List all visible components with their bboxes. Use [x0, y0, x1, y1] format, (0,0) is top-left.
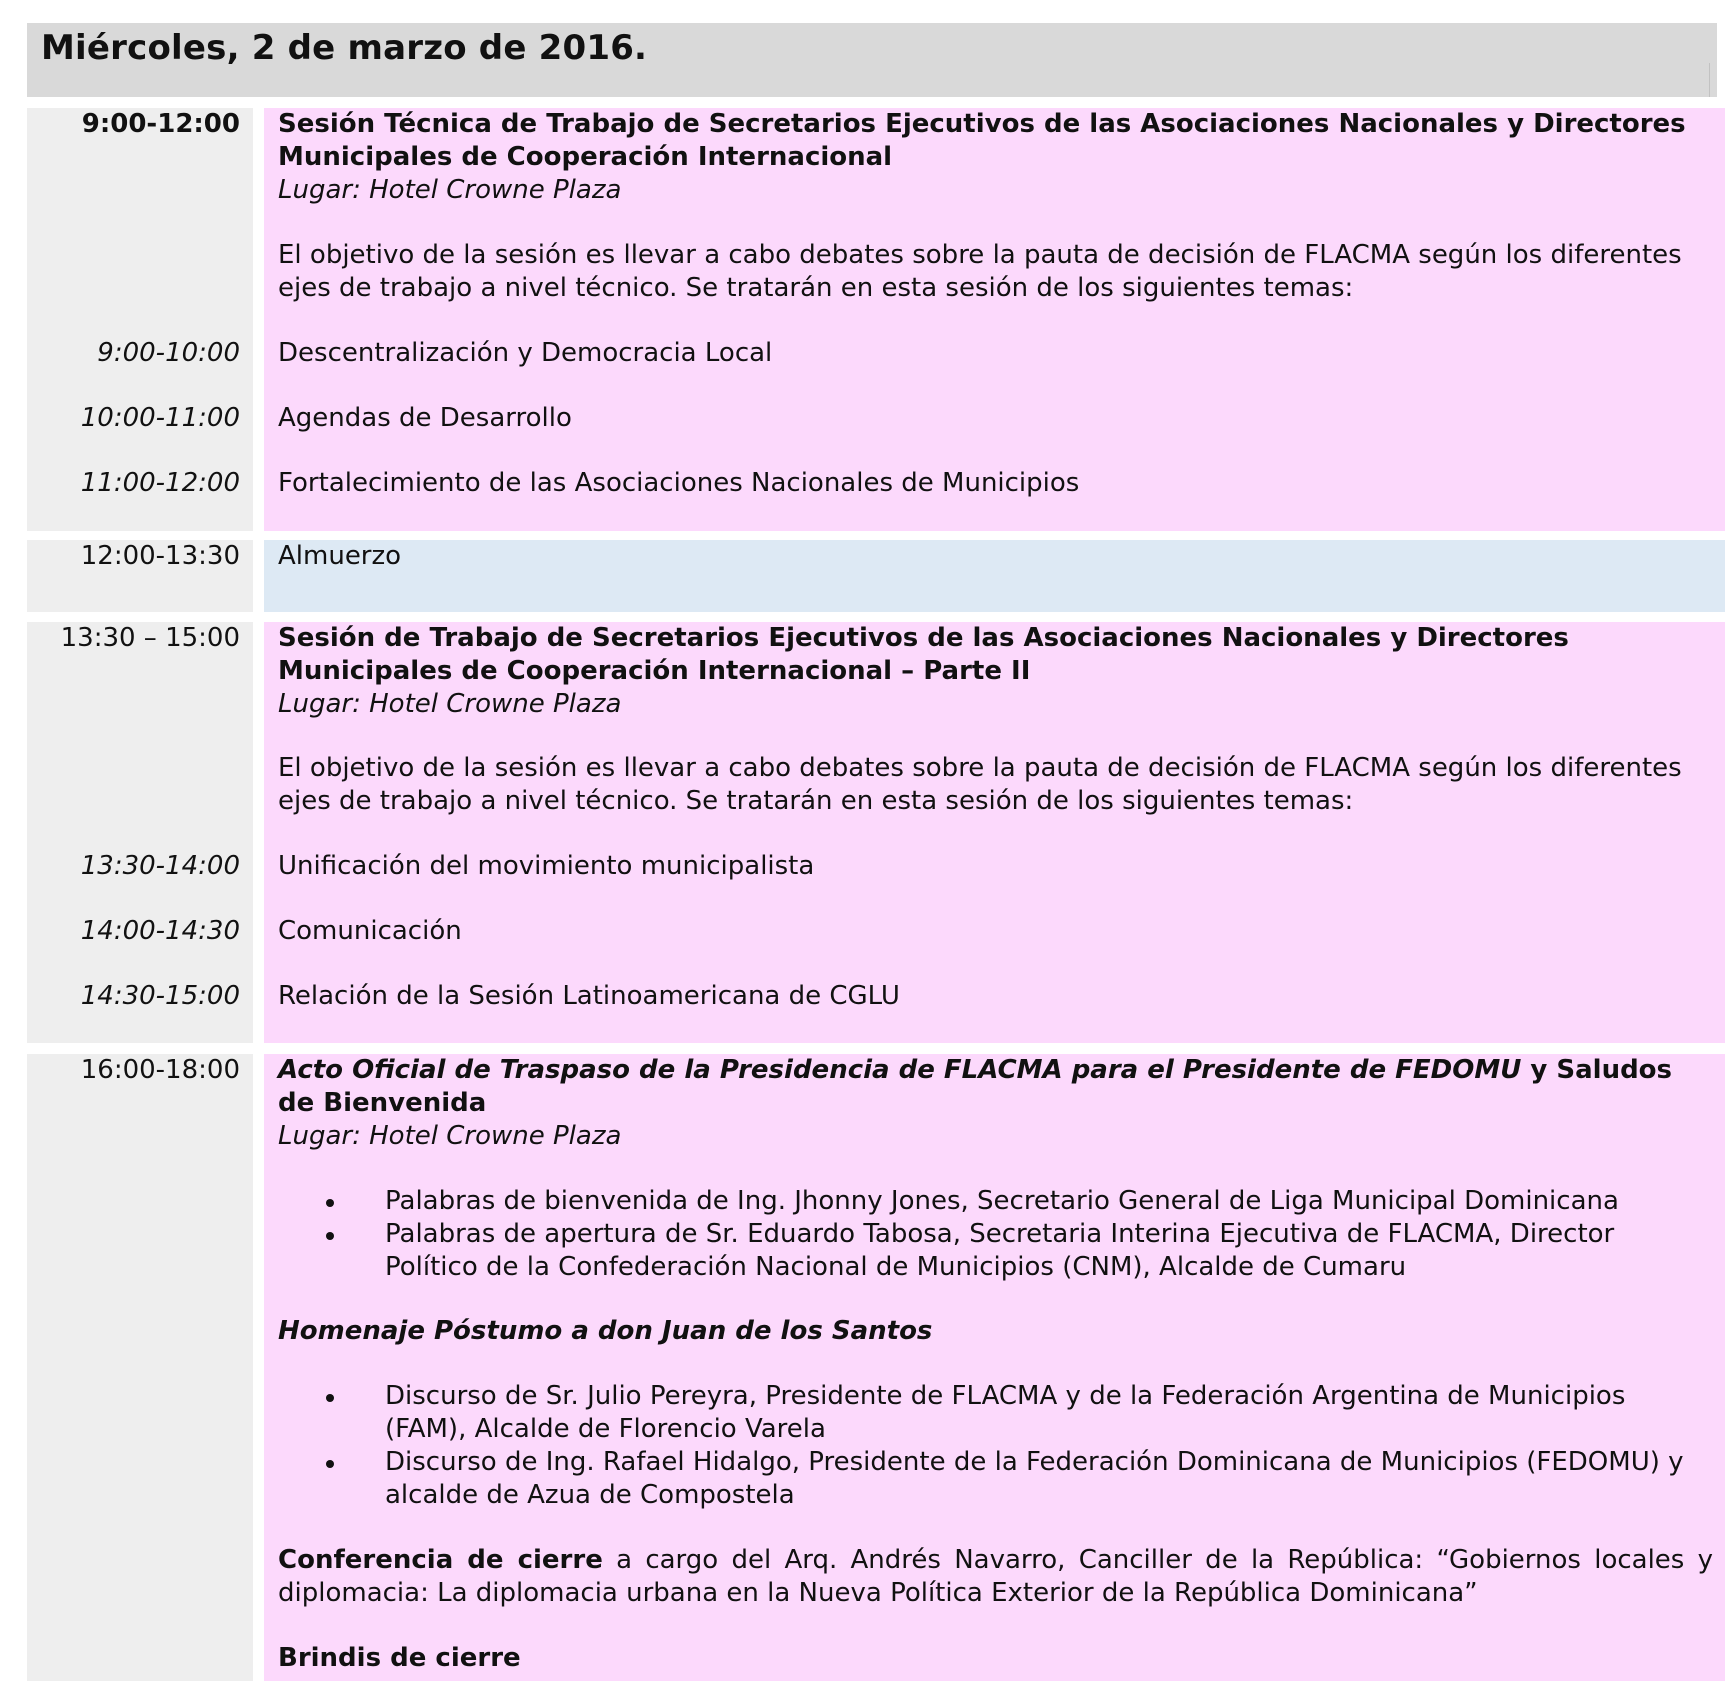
sub-time: 11:00-12:00: [80, 468, 240, 498]
speeches-list: [264, 1185, 1713, 1284]
sub-time: 14:30-15:00: [80, 981, 240, 1011]
time-column: [27, 540, 253, 612]
session-topic: Unificación del movimiento municipalista: [278, 851, 815, 881]
session-venue: Lugar: Hotel Crowne Plaza: [278, 175, 622, 205]
time-column: [27, 622, 253, 1043]
header-divider: [1709, 63, 1710, 97]
session-venue: Lugar: Hotel Crowne Plaza: [278, 689, 622, 719]
list-item: Palabras de apertura de Sr. Eduardo Tabosa, Secretaria Interina Ejecutiva de FLACMA, Director Político de la Confederación Nacional de Municipios (CNM), Alcalde de Cumaru: [264, 1218, 1713, 1284]
conference-label: Conferencia de cierre: [278, 1545, 603, 1575]
time-column: [27, 108, 253, 531]
session-block-1: [27, 108, 1725, 531]
session-content: [264, 622, 1725, 1043]
list-item: Discurso de Sr. Julio Pereyra, Presidente de FLACMA y de la Federación Argentina de Municipios (FAM), Alcalde de Florencio Varela: [264, 1380, 1713, 1446]
closing-conference: [278, 1544, 1713, 1610]
time-column: [27, 1054, 253, 1681]
lunch-content: [264, 540, 1725, 612]
session-topic: Fortalecimiento de las Asociaciones Nacionales de Municipios: [278, 468, 1080, 498]
sub-time: 13:30-14:00: [80, 851, 240, 881]
day-header: [27, 23, 1717, 97]
session-topic: Relación de la Sesión Latinoamericana de CGLU: [278, 981, 900, 1011]
session-title-italic: Acto Oficial de Traspaso de la Presidencia de FLACMA para el Presidente de FEDOMU: [278, 1055, 1522, 1085]
bullet-icon: [326, 1199, 334, 1207]
session-title-rest: y Saludos de Bienvenida: [278, 1055, 1673, 1118]
list-item: Discurso de Ing. Rafael Hidalgo, Presidente de la Federación Dominicana de Municipios (FEDOMU) y alcalde de Azua de Compostela: [264, 1446, 1713, 1512]
sub-time: 9:00-10:00: [97, 338, 240, 368]
bullet-icon: [326, 1460, 334, 1468]
session-title: Sesión Técnica de Trabajo de Secretarios Ejecutivos de las Asociaciones Nacionales y Directores Municipales de Cooperación Internacional: [278, 109, 1686, 172]
bullet-icon: [326, 1232, 334, 1240]
session-title: Sesión de Trabajo de Secretarios Ejecutivos de las Asociaciones Nacionales y Directores Municipales de Cooperación Internacional – Parte II: [278, 623, 1569, 686]
sub-time: 14:00-14:30: [80, 916, 240, 946]
closing-toast: Brindis de cierre: [278, 1643, 521, 1673]
session-title: [278, 1054, 1713, 1120]
lunch-title: Almuerzo: [278, 541, 402, 571]
session-venue: Lugar: Hotel Crowne Plaza: [278, 1121, 622, 1151]
session-time: 9:00-12:00: [81, 109, 240, 139]
sub-time: 10:00-11:00: [80, 403, 240, 433]
homage-title: Homenaje Póstumo a don Juan de los Santos: [278, 1316, 933, 1346]
session-objective: El objetivo de la sesión es llevar a cabo debates sobre la pauta de decisión de FLACMA según los diferentes ejes de trabajo a nivel técnico. Se tratarán en esta sesión de los siguientes temas:: [278, 240, 1682, 303]
list-item: Palabras de bienvenida de Ing. Jhonny Jones, Secretario General de Liga Municipal Dominicana: [264, 1185, 1713, 1218]
session-topic: Comunicación: [278, 916, 462, 946]
session-time: 16:00-18:00: [80, 1055, 240, 1085]
session-block-2: [27, 622, 1725, 1043]
session-topic: Descentralización y Democracia Local: [278, 338, 773, 368]
session-time: 12:00-13:30: [80, 541, 240, 571]
speeches-list: [264, 1380, 1713, 1512]
lunch-block: [27, 540, 1725, 612]
session-time: 13:30 – 15:00: [60, 623, 240, 653]
session-content: [264, 108, 1725, 531]
day-title: Miércoles, 2 de marzo de 2016.: [41, 28, 648, 68]
conference-text: a cargo del Arq. Andrés Navarro, Canciller de la República: “Gobiernos locales y diplomacia: La diplomacia urbana en la Nueva Política Exterior de la República Dominicana”: [278, 1545, 1714, 1608]
bullet-icon: [326, 1394, 334, 1402]
session-topic: Agendas de Desarrollo: [278, 403, 572, 433]
session-block-3: [27, 1054, 1725, 1681]
session-content: [264, 1054, 1725, 1681]
session-objective: El objetivo de la sesión es llevar a cabo debates sobre la pauta de decisión de FLACMA según los diferentes ejes de trabajo a nivel técnico. Se tratarán en esta sesión de los siguientes temas:: [278, 753, 1682, 816]
